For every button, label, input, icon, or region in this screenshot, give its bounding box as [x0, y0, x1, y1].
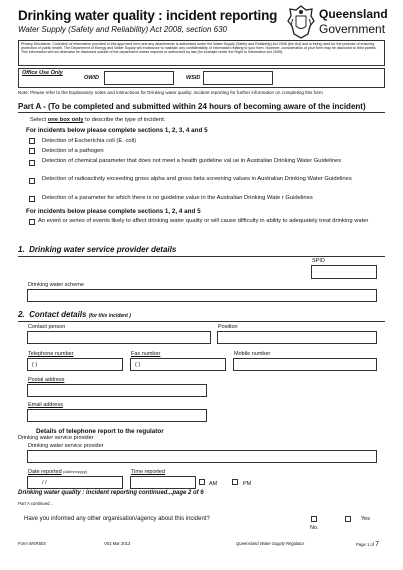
- group1-heading: For incidents below please complete sections 1, 2, 3, 4 and 5: [26, 127, 208, 134]
- section-1-heading: [18, 245, 176, 254]
- instructions-note: Note: Please refer to the Explanatory notes and instructions for Drinking water quality: incident reporting for further information on completing this form: [18, 90, 323, 95]
- incident-option-4: Detection of radioactivity exceeding gross alpha and gross beta screening values in Australian Drinking Water Guidelines: [42, 176, 352, 182]
- section-2-title: Contact details: [29, 310, 87, 319]
- incident-checkbox-3[interactable]: [29, 160, 35, 166]
- privacy-disclaimer: Privacy Disclaimer: Collection of information provided in this approved form and any attachments is authorised under the Water Supply (Safety and Reliability) Act 2008 (the Act) and is being used for the purpose of ensuring protection of public health. The Department of Energy and Water Supply will endeavour to maintain any confidentiality of information relating to your form. However, consideration of your form may be disclosed to third parties. This information will not otherwise be disclosed outside of the department unless required or authorised by law (for example under the Right to Information Act 2009).: [18, 40, 385, 66]
- incident-option-2: Detection of a pathogen: [42, 148, 104, 154]
- page-total: 7: [375, 541, 380, 548]
- section-2-heading: [18, 310, 131, 319]
- scheme-label: Drinking water scheme: [28, 282, 84, 288]
- incident-option-5: Detection of a parameter for which there is no guideline value in the Australian Drinking Wate r Guidelines: [42, 195, 313, 201]
- owid-label: OWID: [84, 75, 99, 81]
- section-1-number: 1.: [18, 245, 25, 254]
- email-field[interactable]: [27, 409, 207, 422]
- incident-checkbox-4[interactable]: [29, 178, 35, 184]
- time-reported-label: Time reported: [131, 469, 166, 475]
- postal-field[interactable]: [27, 384, 207, 397]
- owid-field[interactable]: [104, 71, 174, 85]
- postal-label: Postal address: [28, 377, 65, 383]
- telephone-report-heading: Details of telephone report to the regulator: [36, 428, 164, 435]
- contact-person-field[interactable]: [27, 331, 211, 344]
- page-number: [356, 541, 379, 548]
- pm-checkbox[interactable]: [232, 479, 238, 485]
- incident-checkbox-1[interactable]: [29, 138, 35, 144]
- incident-option-6: An event or series of events likely to affect drinking water quality or will cause difficulty in ability to adequately treat drinking water: [38, 218, 369, 224]
- spid-field[interactable]: [311, 265, 377, 279]
- select-emph: one box only: [47, 117, 84, 123]
- logo-text-line1: Queensland: [319, 7, 388, 21]
- form-version: V03 Mar 2013: [104, 541, 131, 546]
- incident-option-1: Detection of Escherichia coli (E. coli): [42, 138, 137, 144]
- part-a-instruction: (To be completed and submitted within 24 hours of becoming aware of the incident): [47, 102, 366, 111]
- am-checkbox[interactable]: [199, 479, 205, 485]
- telephone-label: Telephone number: [28, 351, 74, 357]
- part-a-label: Part A -: [18, 102, 46, 111]
- fax-field[interactable]: ( ): [130, 358, 226, 371]
- date-reported-text: Date reported: [28, 469, 62, 475]
- no-checkbox[interactable]: [311, 516, 317, 522]
- office-use-box: [18, 68, 385, 88]
- select-post: to describe the type of incident:: [85, 117, 166, 123]
- section-2-number: 2.: [18, 310, 25, 319]
- other-agency-question: Have you informed any other organisation/agency about this incident?: [24, 516, 210, 522]
- incident-option-3: Detection of chemical parameter that does not meet a health guideline val ue in Australian Drinking Water Guidelines: [42, 158, 342, 164]
- office-use-label: Office Use Only: [22, 70, 63, 76]
- section-1-rule: [18, 256, 385, 257]
- am-label: AM: [209, 481, 218, 487]
- provider-field[interactable]: [27, 450, 377, 463]
- fax-label: Fax number: [131, 351, 161, 357]
- incident-checkbox-2[interactable]: [29, 148, 35, 154]
- telephone-field[interactable]: ( ): [27, 358, 123, 371]
- part-a-rule: [18, 112, 385, 113]
- yes-checkbox[interactable]: [345, 516, 351, 522]
- queensland-government-logo: [286, 4, 396, 44]
- part-a-heading: [18, 102, 366, 111]
- yes-label: Yes: [361, 516, 370, 522]
- email-label: Email address: [28, 402, 63, 408]
- section-1-title: Drinking water service provider details: [29, 245, 177, 254]
- page-subtitle: Water Supply (Safety and Reliability) Act 2008, section 630: [18, 25, 227, 34]
- position-label: Position: [218, 324, 238, 330]
- select-instruction: [30, 117, 165, 123]
- time-reported-field[interactable]: [130, 476, 196, 489]
- form-number: Form WSR503: [18, 541, 46, 546]
- coat-of-arms-icon: [286, 4, 316, 40]
- spid-label: SPID: [312, 258, 325, 264]
- page-prefix: Page 1 of: [356, 542, 374, 547]
- incident-checkbox-6[interactable]: [29, 219, 35, 225]
- section-2-rule: [18, 321, 385, 322]
- incident-checkbox-5[interactable]: [29, 196, 35, 202]
- date-format-hint: (dd/mm/yyyy): [63, 469, 88, 474]
- select-pre: Select: [30, 117, 47, 123]
- wsid-label: WSID: [186, 75, 201, 81]
- part-a-continued: Part A continued...: [18, 501, 54, 506]
- provider-field-label: Drinking water service provider: [28, 443, 104, 449]
- wsid-field[interactable]: [203, 71, 273, 85]
- date-reported-label: [28, 469, 87, 475]
- no-label: No.: [310, 525, 319, 531]
- scheme-field[interactable]: [27, 289, 377, 302]
- footer-regulator: Queensland Water Supply Regulator: [236, 541, 305, 546]
- position-field[interactable]: [217, 331, 377, 344]
- contact-person-label: Contact person: [28, 324, 66, 330]
- logo-text-line2: Government: [319, 22, 386, 36]
- section-2-note: (for this incident ): [88, 313, 131, 319]
- page-title: Drinking water quality : incident reporting: [18, 8, 278, 23]
- continued-heading: Drinking water quality : incident reporting continued...page 2 of 6: [18, 490, 204, 496]
- mobile-label: Mobile number: [234, 351, 271, 357]
- date-reported-field[interactable]: / /: [27, 476, 123, 489]
- group2-heading: For incidents below please complete sections 1, 2, 4 and 5: [26, 208, 201, 215]
- mobile-field[interactable]: [233, 358, 377, 371]
- pm-label: PM: [243, 481, 252, 487]
- provider-line: Drinking water service provider: [18, 435, 94, 441]
